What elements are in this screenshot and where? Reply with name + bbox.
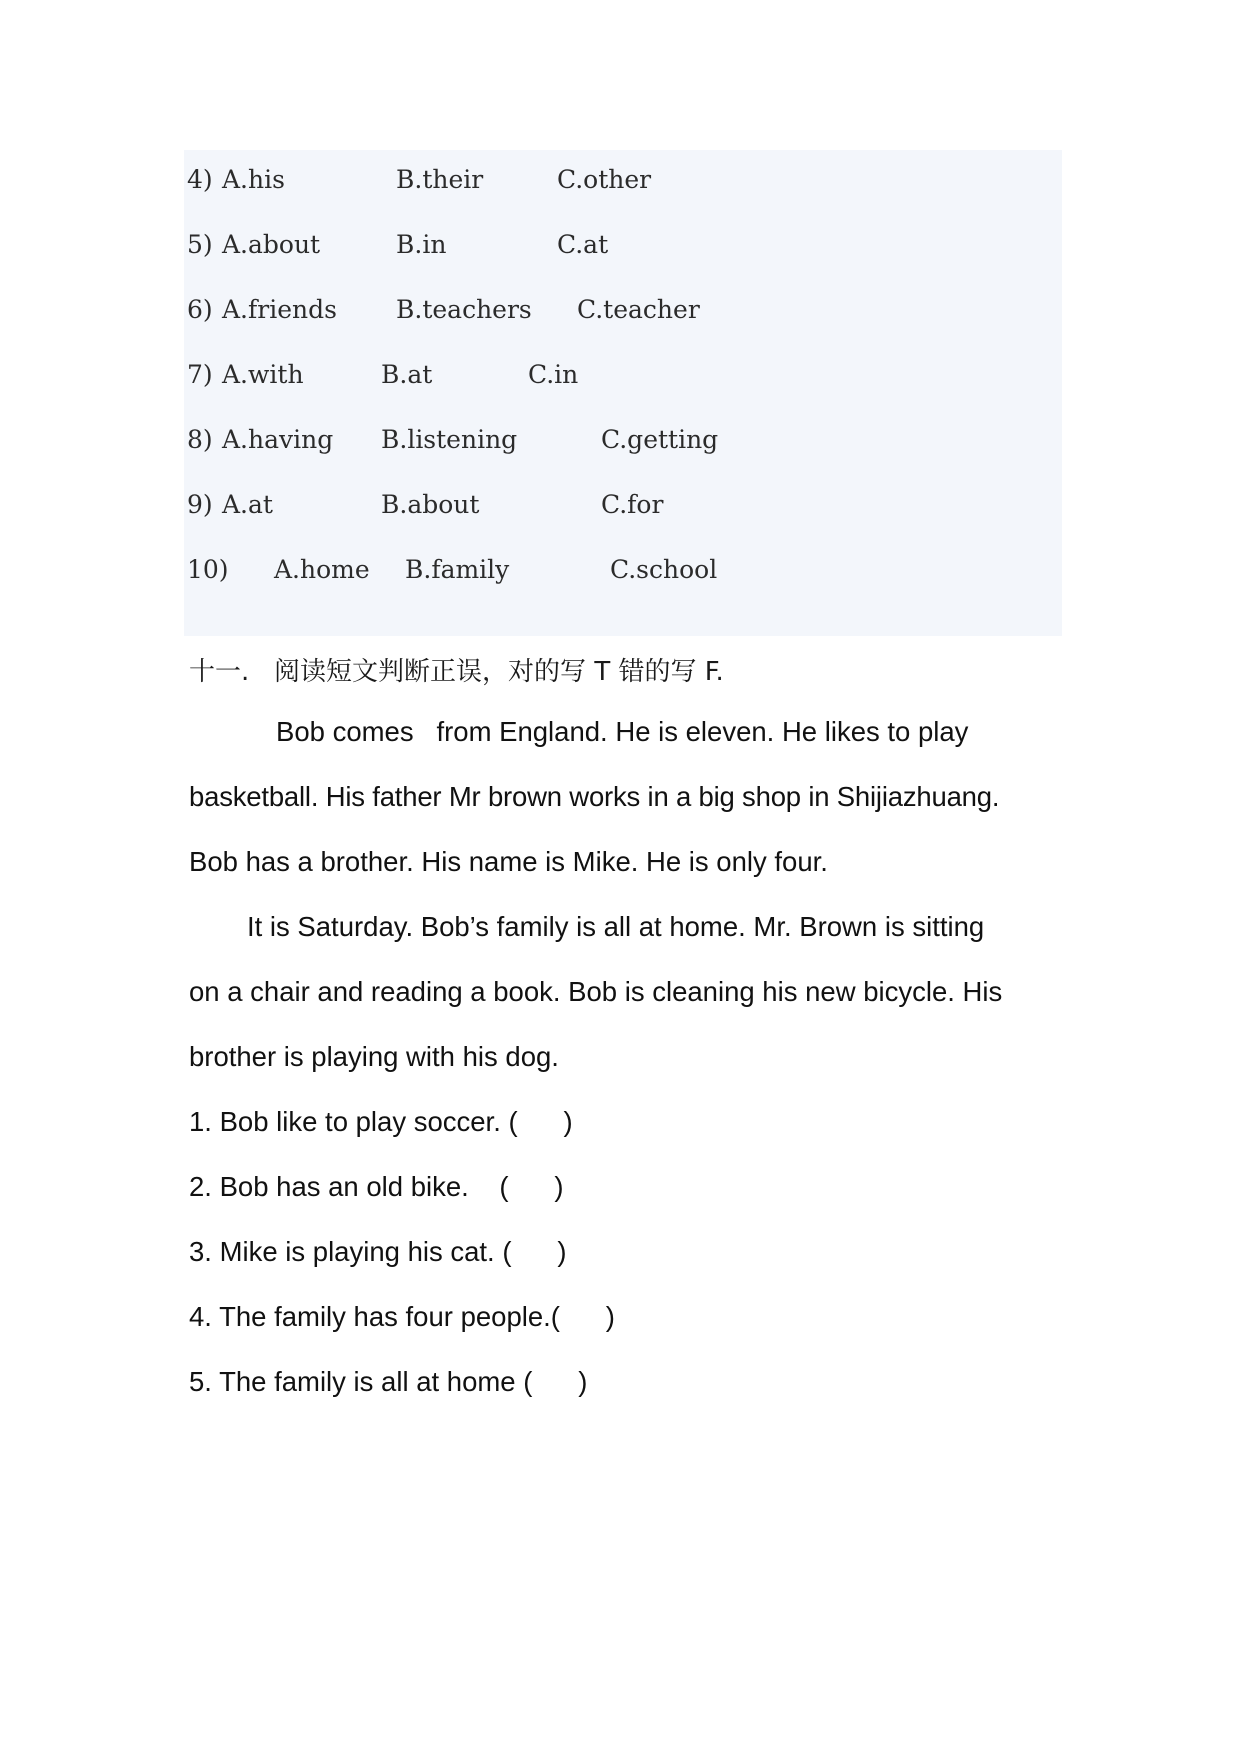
- passage-line-3: Bob has a brother. His name is Mike. He is only four.: [189, 846, 828, 877]
- option-a: A.at: [222, 490, 273, 519]
- passage-line-2: basketball. His father Mr brown works in a big shop in Shijiazhuang.: [189, 781, 1000, 812]
- passage-line-4: It is Saturday. Bob’s family is all at home. Mr. Brown is sitting: [247, 911, 985, 942]
- option-c: C.getting: [601, 425, 719, 454]
- option-b: B.listening: [381, 425, 518, 454]
- option-b: B.family: [405, 555, 510, 584]
- option-b: B.teachers: [396, 295, 532, 324]
- passage-line-6: brother is playing with his dog.: [189, 1041, 559, 1072]
- option-number: 4): [187, 165, 213, 194]
- answer-options-box: [184, 150, 1062, 636]
- option-b: B.their: [396, 165, 484, 194]
- option-row-4: [184, 165, 1062, 205]
- option-row-6: [184, 295, 1062, 335]
- option-a: A.about: [222, 230, 321, 259]
- option-c: C.for: [601, 490, 664, 519]
- option-a: A.his: [222, 165, 285, 194]
- option-row-5: [184, 230, 1062, 270]
- option-c: C.school: [610, 555, 718, 584]
- option-row-9: [184, 490, 1062, 530]
- option-row-7: [184, 360, 1062, 400]
- question-5: 5. The family is all at home ( ): [189, 1366, 588, 1397]
- option-b: B.about: [381, 490, 480, 519]
- passage-line-1: Bob comes from England. He is eleven. He likes to play: [276, 716, 969, 747]
- option-b: B.in: [396, 230, 447, 259]
- passage-line-5: on a chair and reading a book. Bob is cleaning his new bicycle. His: [189, 976, 1003, 1007]
- question-1: 1. Bob like to play soccer. ( ): [189, 1106, 573, 1137]
- option-b: B.at: [381, 360, 433, 389]
- option-number: 7): [187, 360, 213, 389]
- option-a: A.home: [274, 555, 370, 584]
- option-row-8: [184, 425, 1062, 465]
- option-c: C.other: [557, 165, 652, 194]
- option-c: C.teacher: [577, 295, 700, 324]
- option-row-10: [184, 555, 1062, 595]
- question-2: 2. Bob has an old bike. ( ): [189, 1171, 564, 1202]
- question-4: 4. The family has four people.( ): [189, 1301, 615, 1332]
- option-number: 10): [187, 555, 229, 584]
- option-number: 5): [187, 230, 213, 259]
- section-heading: 十一. 阅读短文判断正误，对的写 T 错的写 F.: [189, 657, 724, 687]
- option-number: 6): [187, 295, 213, 324]
- option-a: A.having: [222, 425, 334, 454]
- option-c: C.in: [528, 360, 579, 389]
- option-a: A.with: [222, 360, 304, 389]
- option-number: 9): [187, 490, 213, 519]
- option-number: 8): [187, 425, 213, 454]
- question-3: 3. Mike is playing his cat. ( ): [189, 1236, 567, 1267]
- option-a: A.friends: [222, 295, 337, 324]
- option-c: C.at: [557, 230, 609, 259]
